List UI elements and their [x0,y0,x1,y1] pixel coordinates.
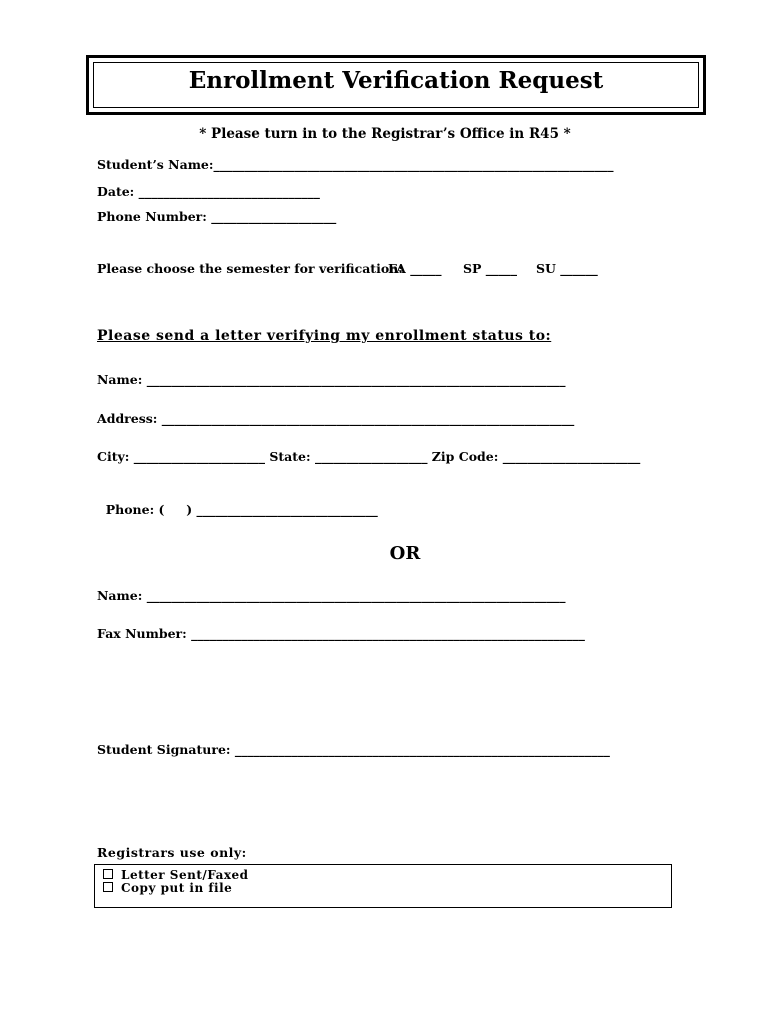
mail-section-heading: Please send a letter verifying my enrollment status to: [97,328,552,344]
mail-phone-line: _____________________________ [196,502,378,517]
checkbox-label-letter-sent: Letter Sent/Faxed [121,868,249,882]
registrar-heading: Registrars use only: [97,845,247,860]
checkbox-icon[interactable] [103,869,113,879]
phone-number-field[interactable] [97,209,336,224]
mail-zip-field[interactable] [432,449,640,464]
checkbox-item-letter-sent[interactable] [103,868,249,882]
state-line: __________________ [314,449,428,464]
phone-number-line: ____________________ [211,209,337,224]
fax-number-field[interactable] [97,626,585,641]
semester-prompt: Please choose the semester for verification: [97,261,403,276]
mail-address-line: __________________________________________________________________ [161,411,575,426]
mail-phone-label: Phone: ( ) [105,502,193,517]
signature-label: Student Signature: [97,742,231,757]
page-title: Enrollment Verification Request [188,67,604,94]
student-name-field[interactable] [97,157,614,172]
city-label: City: [97,449,130,464]
mail-address-label: Address: [97,411,158,426]
registrar-use-box [94,864,672,908]
semester-fa-field[interactable]: FA _____ [388,261,442,276]
mail-state-field[interactable] [269,449,427,464]
mail-name-line: ___________________________________________________________________ [146,372,566,387]
zip-label: Zip Code: [431,449,499,464]
mail-city-field[interactable] [97,449,265,464]
zip-line: ______________________ [502,449,641,464]
student-name-line: ________________________________________________________________ [213,157,614,172]
phone-number-label: Phone Number: [97,209,207,224]
checkbox-label-copy-in-file: Copy put in file [121,881,233,895]
fax-number-line: _______________________________________________________________ [191,626,585,641]
semester-su-field[interactable]: SU ______ [536,261,598,276]
mail-city-state-zip-row [97,449,640,464]
mail-name-field[interactable] [97,372,565,387]
state-label: State: [269,449,311,464]
fax-name-line: ___________________________________________________________________ [146,588,566,603]
date-label: Date: [97,184,135,199]
instruction-text: * Please turn in to the Registrar’s Office in R45 * [199,126,571,142]
or-divider-text: OR [389,543,421,564]
mail-address-field[interactable] [97,411,574,426]
date-field[interactable] [97,184,320,199]
signature-field[interactable] [97,742,610,757]
fax-number-label: Fax Number: [97,626,187,641]
semester-sp-field[interactable]: SP _____ [463,261,518,276]
date-line: _____________________________ [138,184,320,199]
student-name-label: Student’s Name: [97,157,214,172]
fax-name-label: Name: [97,588,143,603]
mail-phone-field[interactable] [97,487,378,517]
checkbox-item-copy-in-file[interactable] [103,881,232,895]
signature-line: ____________________________________________________________ [234,742,610,757]
fax-name-field[interactable] [97,588,565,603]
mail-name-label: Name: [97,372,143,387]
checkbox-icon[interactable] [103,882,113,892]
city-line: _____________________ [133,449,265,464]
title-box [86,55,706,115]
